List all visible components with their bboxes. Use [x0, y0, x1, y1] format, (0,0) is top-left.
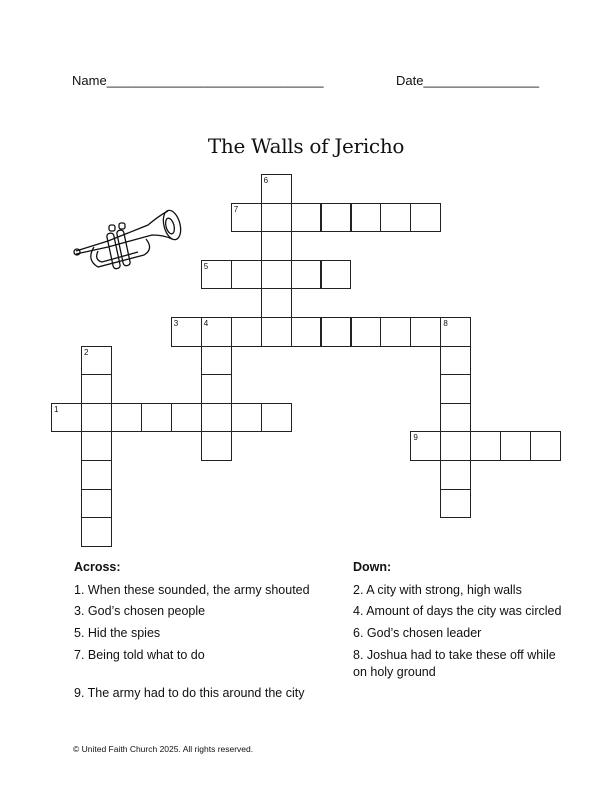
crossword-cell[interactable] [171, 403, 202, 433]
crossword-cell[interactable] [380, 203, 411, 233]
across-clue: 3. God’s chosen people [74, 604, 206, 618]
crossword-cell[interactable] [410, 431, 441, 461]
clue-number: 9 [413, 433, 418, 443]
crossword-cell[interactable] [201, 431, 232, 461]
crossword-cell[interactable] [141, 403, 172, 433]
date-field[interactable] [396, 73, 539, 88]
page-title: The Walls of Jericho [207, 134, 405, 158]
crossword-cell[interactable] [81, 403, 112, 433]
crossword-cell[interactable] [321, 260, 352, 290]
crossword-cell[interactable] [351, 317, 382, 347]
crossword-cell[interactable] [81, 460, 112, 490]
crossword-cell[interactable] [440, 489, 471, 519]
crossword-cell[interactable] [261, 203, 292, 233]
crossword-cell[interactable] [81, 346, 112, 376]
crossword-cell[interactable] [291, 203, 322, 233]
crossword-cell[interactable] [380, 317, 411, 347]
clue-number: 7 [233, 204, 239, 214]
name-field[interactable] [72, 73, 324, 88]
crossword-cell[interactable] [111, 403, 142, 433]
crossword-cell[interactable] [500, 431, 531, 461]
name-label: Name [72, 73, 107, 88]
crossword-cell[interactable] [410, 317, 441, 347]
crossword-cell[interactable] [201, 317, 232, 347]
crossword-cell[interactable] [231, 203, 262, 233]
crossword-cell[interactable] [81, 489, 112, 519]
crossword-cell[interactable] [351, 203, 382, 233]
across-clue: 1. When these sounded, the army shouted [74, 583, 310, 597]
copyright-footer: © United Faith Church 2025. All rights reserved. [73, 744, 254, 754]
crossword-cell[interactable] [440, 346, 471, 376]
crossword-cell[interactable] [81, 431, 112, 461]
crossword-cell[interactable] [231, 403, 262, 433]
clue-number: 4 [203, 319, 209, 328]
clue-number: 8 [443, 319, 448, 328]
crossword-cell[interactable] [261, 260, 292, 290]
down-heading: Down: [353, 560, 392, 574]
name-line[interactable]: ______________________________ [106, 73, 324, 88]
date-line[interactable]: ________________ [423, 73, 540, 88]
crossword-cell[interactable] [261, 403, 292, 433]
crossword-cell[interactable] [530, 431, 561, 461]
crossword-cell[interactable] [440, 460, 471, 490]
clue-number: 1 [54, 404, 59, 414]
date-label: Date [396, 73, 424, 88]
crossword-cell[interactable] [201, 260, 232, 290]
crossword-cell[interactable] [201, 374, 232, 404]
crossword-cell[interactable] [321, 203, 352, 233]
crossword-cell[interactable] [51, 403, 82, 433]
across-clue: 9. The army had to do this around the city [74, 686, 305, 700]
crossword-cell[interactable] [321, 317, 352, 347]
crossword-cell[interactable] [440, 374, 471, 404]
crossword-cell[interactable] [231, 260, 262, 290]
crossword-cell[interactable] [291, 260, 322, 290]
crossword-cell[interactable] [261, 231, 292, 261]
crossword-cell[interactable] [291, 317, 322, 347]
down-clue: 6. God’s chosen leader [353, 626, 482, 640]
crossword-cell[interactable] [81, 517, 112, 547]
down-clue-continued: on holy ground [353, 665, 436, 679]
crossword-cell[interactable] [261, 317, 292, 347]
crossword-cell[interactable] [171, 317, 202, 347]
clue-number: 6 [263, 176, 269, 185]
crossword-cell[interactable] [440, 431, 471, 461]
crossword-cell[interactable] [440, 403, 471, 433]
crossword-cell[interactable] [261, 288, 292, 318]
clue-number: 2 [83, 347, 89, 357]
crossword-cell[interactable] [261, 174, 292, 204]
crossword-cell[interactable] [81, 374, 112, 404]
across-heading: Across: [74, 560, 121, 574]
crossword-cell[interactable] [231, 317, 262, 347]
across-clue: 7. Being told what to do [74, 648, 205, 662]
clue-number: 3 [173, 319, 179, 328]
down-clue: 8. Joshua had to take these off while [353, 648, 556, 662]
down-clue: 2. A city with strong, high walls [353, 583, 522, 597]
clue-number: 5 [203, 261, 209, 271]
down-clue: 4. Amount of days the city was circled [353, 604, 562, 618]
crossword-cell[interactable] [440, 317, 471, 347]
crossword-cell[interactable] [410, 203, 441, 233]
crossword-cell[interactable] [201, 346, 232, 376]
across-clue: 5. Hid the spies [74, 626, 161, 640]
crossword-cell[interactable] [201, 403, 232, 433]
crossword-cell[interactable] [470, 431, 501, 461]
trumpet-icon [72, 205, 182, 280]
